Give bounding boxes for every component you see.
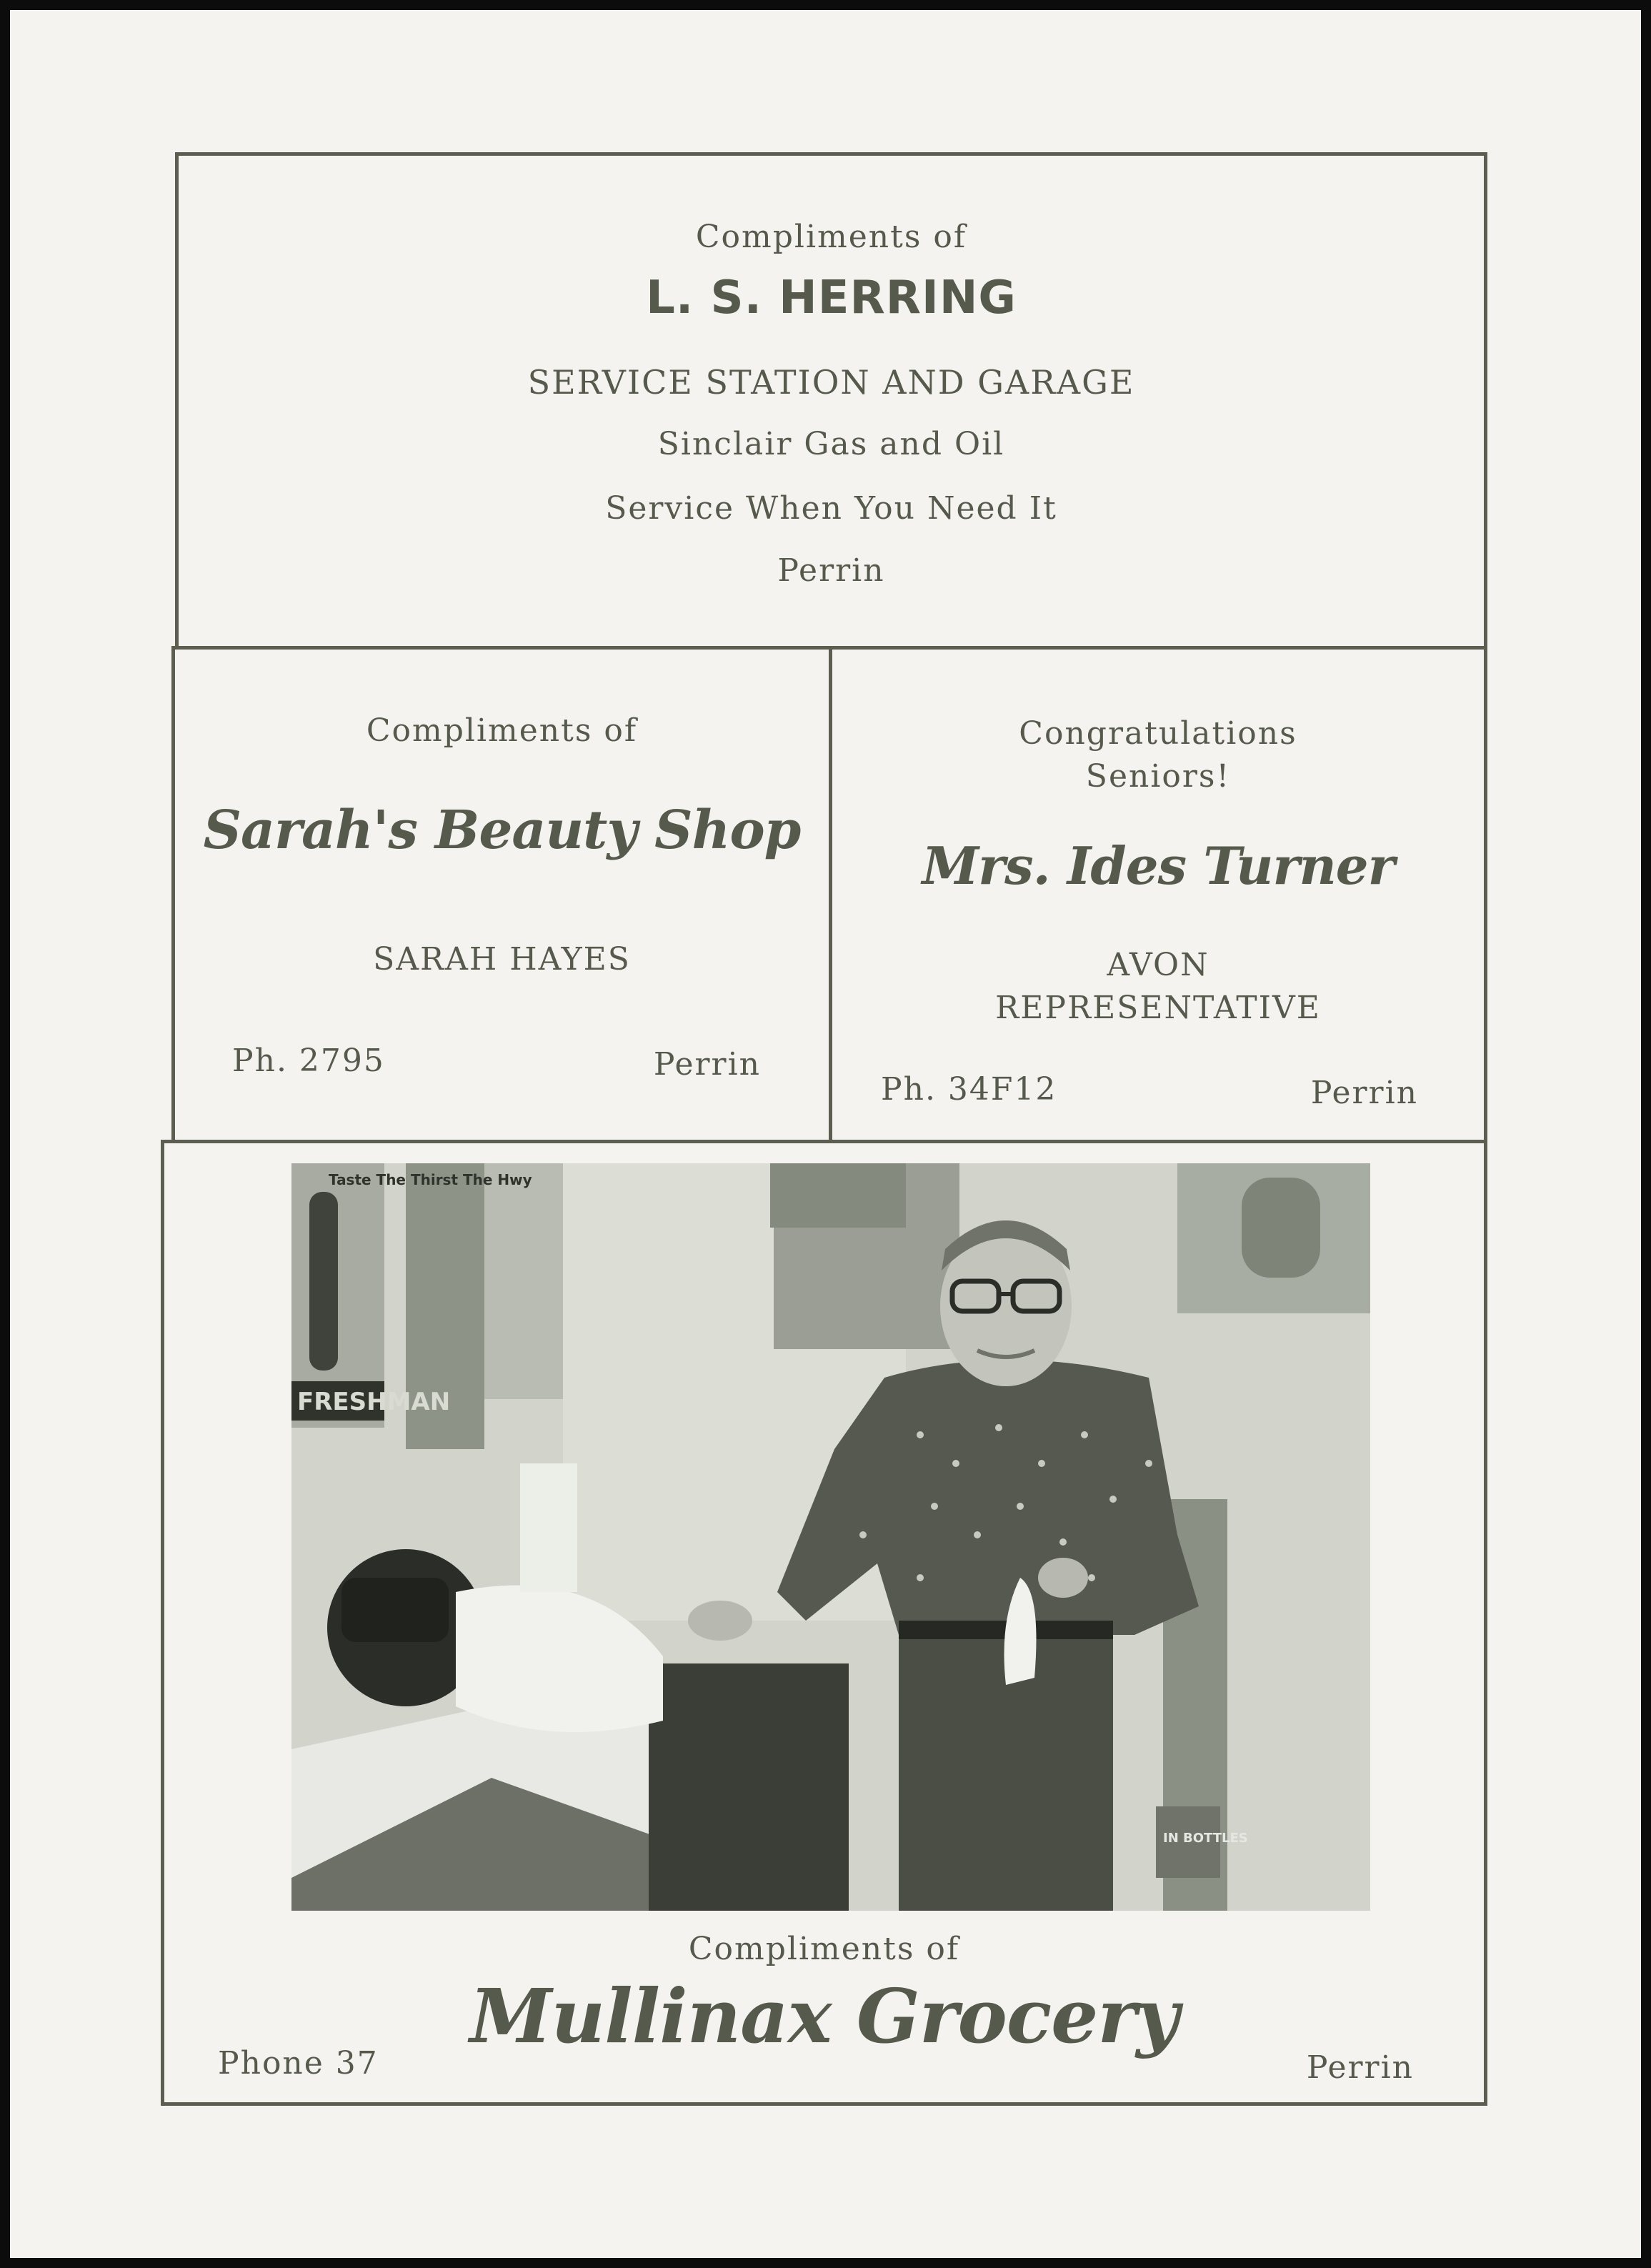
- taste-sign-text: Taste The Thirst The Hwy: [329, 1171, 532, 1188]
- grocer-photo-illustration: [291, 1163, 1370, 1911]
- grocery-ad: [161, 1140, 1487, 2106]
- turner-phone: Ph. 34F12: [881, 1071, 1057, 1108]
- turner-congrats: Congratulations: [1019, 715, 1297, 752]
- freshman-sign-text: FRESHMAN: [297, 1388, 451, 1416]
- herring-town: Perrin: [777, 552, 885, 589]
- turner-name: Mrs. Ides Turner: [922, 835, 1395, 896]
- herring-gas-line: Sinclair Gas and Oil: [657, 426, 1005, 462]
- sarah-ad: [171, 646, 832, 1143]
- herring-intro: Compliments of: [695, 219, 967, 255]
- sarah-town: Perrin: [653, 1046, 761, 1083]
- grocery-town: Perrin: [1306, 2049, 1414, 2086]
- grocery-phone: Phone 37: [218, 2045, 379, 2082]
- turner-avon: AVON: [1107, 947, 1209, 983]
- grocery-intro: Compliments of: [688, 1931, 960, 1967]
- sarah-shop-name: Sarah's Beauty Shop: [203, 800, 801, 861]
- sarah-phone: Ph. 2795: [232, 1043, 385, 1079]
- herring-ad: [175, 152, 1487, 650]
- turner-seniors: Seniors!: [1085, 758, 1231, 795]
- herring-service-line: SERVICE STATION AND GARAGE: [527, 363, 1135, 402]
- bottles-sign-text: IN BOTTLES: [1163, 1831, 1248, 1846]
- grocery-photo: [291, 1163, 1370, 1911]
- yearbook-ad-page: [10, 10, 1641, 2258]
- turner-town: Perrin: [1310, 1075, 1418, 1111]
- herring-name: L. S. HERRING: [646, 272, 1017, 324]
- herring-slogan: Service When You Need It: [605, 490, 1057, 527]
- turner-ad: [829, 646, 1487, 1143]
- grocery-name: Mullinax Grocery: [469, 1972, 1179, 2060]
- sarah-intro: Compliments of: [366, 712, 638, 749]
- sarah-owner: SARAH HAYES: [373, 941, 631, 978]
- turner-representative: REPRESENTATIVE: [995, 990, 1321, 1026]
